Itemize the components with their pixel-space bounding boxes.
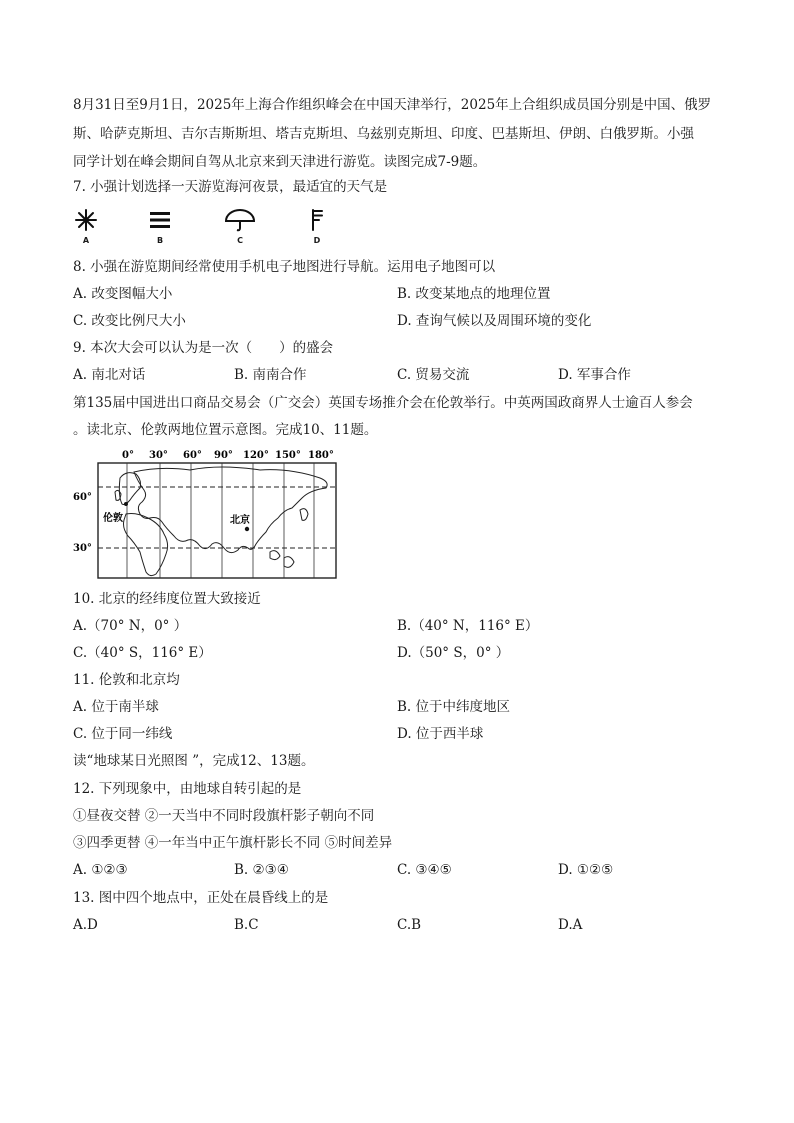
q10-option-b[interactable]: B.（40° N，116° E）: [397, 618, 539, 634]
beijing-london-map: [70, 448, 340, 582]
q13-option-a[interactable]: A.D: [73, 917, 98, 933]
q11-option-c[interactable]: C. 位于同一纬线: [73, 726, 173, 742]
q12-option-b[interactable]: B. ②③④: [234, 862, 289, 878]
intro2-line2: 。读北京、伦敦两地位置示意图。完成10、11题。: [73, 422, 378, 438]
wind-flag-icon: [307, 208, 327, 232]
q10-option-a[interactable]: A.（70° N，0° ）: [73, 618, 188, 634]
map-frame: [98, 463, 336, 578]
weather-label-c: C: [237, 236, 243, 245]
weather-option-d: [297, 208, 337, 245]
q10-stem: 10. 北京的经纬度位置大致接近: [73, 591, 261, 607]
snow-icon: [73, 208, 99, 232]
lon-label-180: 180°: [308, 450, 334, 461]
intro1-line2: 斯、哈萨克斯坦、吉尔吉斯斯坦、塔吉克斯坦、乌兹别克斯坦、印度、巴基斯坦、伊朗、白俄罗斯。小强: [73, 126, 694, 142]
q9-option-a[interactable]: A. 南北对话: [73, 367, 146, 383]
q11-stem: 11. 伦敦和北京均: [73, 672, 180, 688]
q8-option-a[interactable]: A. 改变图幅大小: [73, 286, 173, 302]
q10-option-d[interactable]: D.（50° S，0° ）: [397, 645, 510, 661]
fog-icon: [147, 208, 173, 232]
lon-label-150: 150°: [275, 450, 301, 461]
q11-option-b[interactable]: B. 位于中纬度地区: [397, 699, 511, 715]
q8-option-c[interactable]: C. 改变比例尺大小: [73, 313, 186, 329]
weather-option-a: [66, 208, 106, 245]
q10-option-c[interactable]: C.（40° S，116° E）: [73, 645, 212, 661]
q12-option-a[interactable]: A. ①②③: [73, 862, 128, 878]
landmass-outline: [115, 467, 327, 576]
q13-option-b[interactable]: B.C: [234, 917, 259, 933]
intro1-line3: 同学计划在峰会期间自驾从北京来到天津进行游览。读图完成7-9题。: [73, 154, 487, 170]
q8-stem: 8. 小强在游览期间经常使用手机电子地图进行导航。运用电子地图可以: [73, 259, 496, 275]
meridian-lines: [127, 463, 314, 578]
lon-label-0: 0°: [122, 450, 134, 461]
intro1-line1: 8月31日至9月1日，2025年上海合作组织峰会在中国天津举行，2025年上合组织成员国分别是中国、俄罗: [73, 97, 712, 113]
lat-label-30: 30°: [73, 543, 92, 554]
lat-label-60: 60°: [73, 492, 92, 503]
weather-option-c: [220, 208, 260, 245]
q9-stem: 9. 本次大会可以认为是一次（ ）的盛会: [73, 340, 334, 356]
q13-stem: 13. 图中四个地点中，正处在晨昏线上的是: [73, 890, 329, 906]
beijing-marker: [245, 527, 249, 531]
q9-option-b[interactable]: B. 南南合作: [234, 367, 307, 383]
q8-option-b[interactable]: B. 改变某地点的地理位置: [397, 286, 551, 302]
lon-label-90: 90°: [214, 450, 233, 461]
q8-option-d[interactable]: D. 查询气候以及周围环境的变化: [397, 313, 592, 329]
weather-label-b: B: [156, 236, 164, 245]
q11-option-a[interactable]: A. 位于南半球: [73, 699, 159, 715]
intro3: 读“地球某日光照图 ”，完成12、13题。: [73, 753, 315, 769]
rain-umbrella-icon: [223, 208, 257, 232]
weather-label-a: A: [82, 236, 90, 245]
q9-option-d[interactable]: D. 军事合作: [558, 367, 631, 383]
q13-option-c[interactable]: C.B: [397, 917, 422, 933]
q12-stem: 12. 下列现象中，由地球自转引起的是: [73, 781, 302, 797]
london-label: 伦敦: [103, 513, 123, 524]
q11-option-d[interactable]: D. 位于西半球: [397, 726, 484, 742]
intro2-line1: 第135届中国进出口商品交易会（广交会）英国专场推介会在伦敦举行。中英两国政商界人士逾百人参会: [73, 395, 693, 411]
weather-label-d: D: [313, 236, 321, 245]
q13-option-d[interactable]: D.A: [558, 917, 583, 933]
lon-label-120: 120°: [243, 450, 269, 461]
beijing-label: 北京: [230, 515, 250, 526]
lon-label-60: 60°: [183, 450, 202, 461]
london-marker: [124, 502, 128, 506]
q12-line2: ③四季更替 ④一年当中正午旗杆影长不同 ⑤时间差异: [73, 835, 393, 851]
q12-option-c[interactable]: C. ③④⑤: [397, 862, 452, 878]
q7-stem: 7. 小强计划选择一天游览海河夜景，最适宜的天气是: [73, 179, 388, 195]
lon-label-30: 30°: [149, 450, 168, 461]
q12-line1: ①昼夜交替 ②一天当中不同时段旗杆影子朝向不同: [73, 808, 375, 824]
weather-option-b: [140, 208, 180, 245]
q9-option-c[interactable]: C. 贸易交流: [397, 367, 470, 383]
q12-option-d[interactable]: D. ①②⑤: [558, 862, 614, 878]
